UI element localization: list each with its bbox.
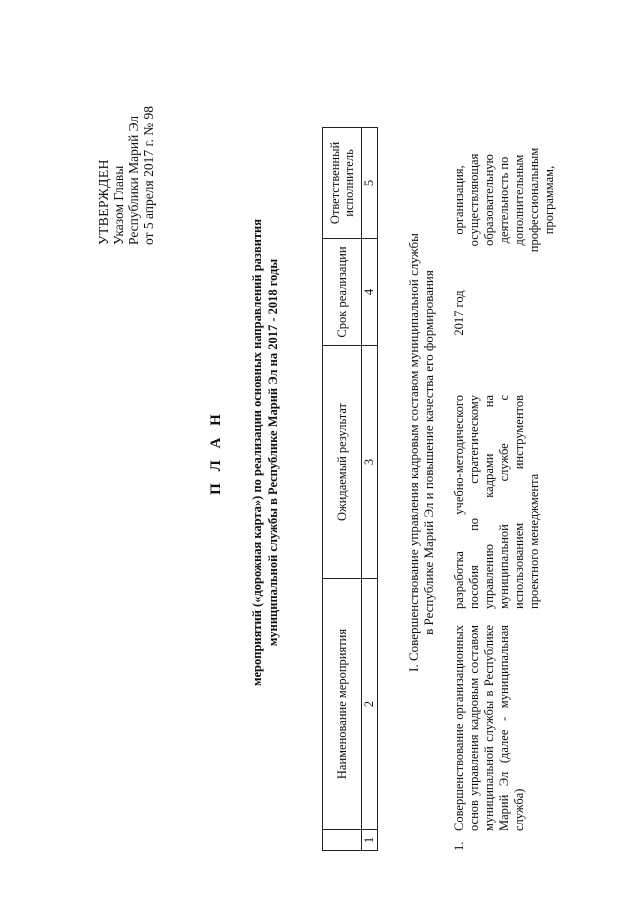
approval-date: от 5 апреля 2017 г. № 98 [141,106,156,245]
approval-title: УТВЕРЖДЕН [96,159,111,245]
row-executor: организация, осуществляющая образовательную деятельность по дополнительным профессиональным программам, [452,147,556,253]
row-measure: Совершенствование организационных основ управления кадровым составом муниципальной службы в Республике Марий Эл (далее - муниципальная служба) [452,625,526,831]
approval-line-3: Республики Марий Эл [126,115,141,245]
plan-subtitle-2: муниципальной службы в Республике Марий Эл на 2017 - 2018 годы [266,258,280,647]
section-heading-line-1: I. Совершенствование управления кадровым составом муниципальной службы [406,233,421,672]
number-cell: 2 [362,579,378,830]
section-heading-line-2: в Республике Марий Эл и повышение качества его формирования [421,270,436,635]
table-number-row [362,128,378,851]
approval-line-2: Указом Главы [111,165,126,245]
row-result: разработка учебно-методического пособия по стратегическому управлению кадрами на муниципальной службе с использованием инструментов проектного менеджмента [452,395,541,609]
approval-stamp [96,106,156,245]
plan-subtitle-1: мероприятий («дорожная карта») по реализации основных направлений развития [250,219,264,686]
plan-table-header [322,127,378,851]
number-cell: 5 [362,128,378,239]
row-number: 1. [452,841,466,851]
header-cell-result: Ожидаемый результат [323,346,362,579]
number-cell: 4 [362,239,378,346]
plan-title: П Л А Н [208,410,224,495]
table-header-row [323,128,362,851]
number-cell: 3 [362,346,378,579]
row-term: 2017 год [452,290,466,336]
number-cell: 1 [362,830,378,851]
header-cell-term: Срок реализации [323,239,362,346]
header-cell-measure: Наименование мероприятия [323,579,362,830]
header-cell-executor: Ответственный исполнитель [323,128,362,239]
header-cell-num [323,830,362,851]
